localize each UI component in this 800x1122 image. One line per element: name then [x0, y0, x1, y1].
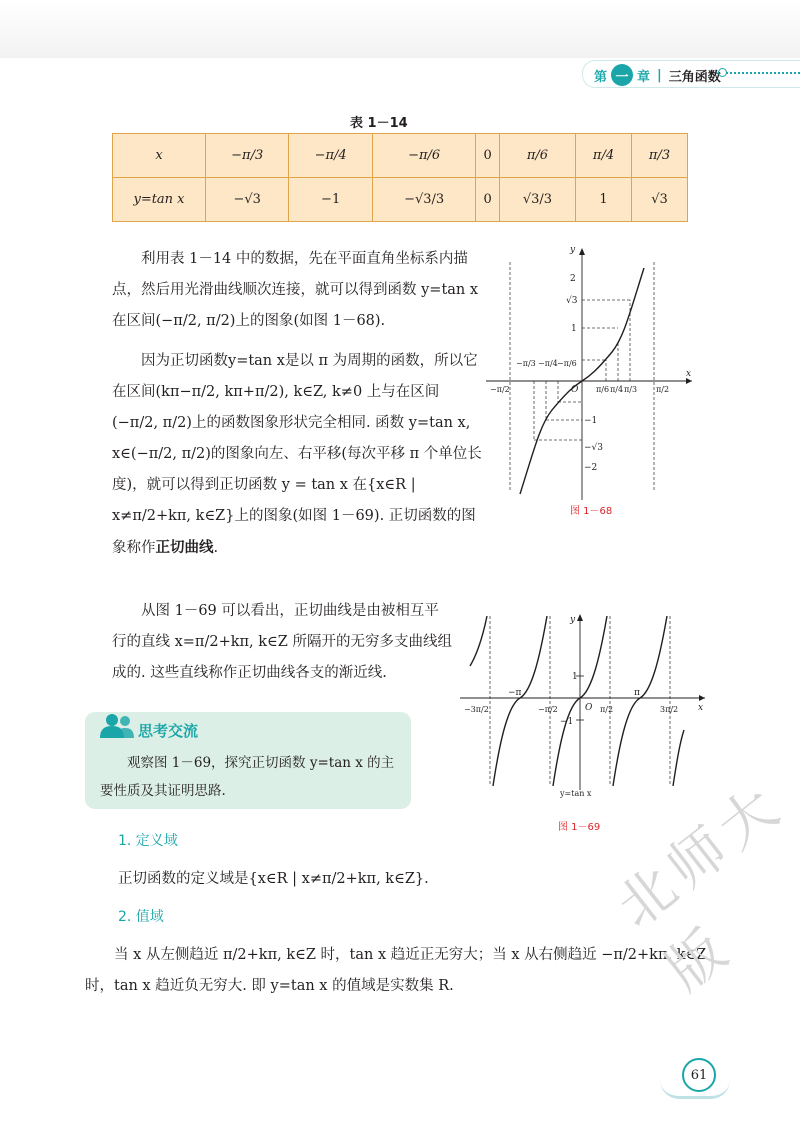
- chapter-heading: [594, 64, 721, 86]
- table-cell: −π/6: [372, 134, 476, 178]
- y-tick-label: 1: [571, 324, 577, 334]
- y-tick-label: −2: [584, 463, 598, 473]
- asymptote-label-left: −π/2: [490, 385, 510, 394]
- chapter-separator: |: [657, 67, 662, 83]
- tan-branch: [470, 616, 487, 666]
- x-tick-label: π/2: [600, 705, 614, 714]
- asymptote-label-right: π/2: [656, 385, 670, 394]
- neg-pi-label: −π: [508, 688, 522, 698]
- x-axis-label: x: [698, 703, 704, 713]
- section-2-body: 当 x 从左侧趋近 π/2+kπ, k∈Z 时，tan x 趋近正无穷大；当 x 从右侧趋近 −π/2+kπ, k∈Z 时，tan x 趋近负无穷大. 即 y=tan x 的值域是实数集 R.: [85, 947, 707, 994]
- table-caption: 表 1－14: [350, 116, 408, 131]
- think-title: 思考交流: [138, 722, 199, 740]
- neg-one-label: −1: [560, 717, 574, 727]
- y-axis-label: y: [570, 615, 576, 625]
- origin-label: O: [585, 703, 593, 713]
- origin-label: O: [571, 385, 579, 395]
- table-row: [113, 134, 688, 178]
- table-cell: √3: [632, 178, 688, 222]
- tan-branch: [493, 616, 547, 786]
- chapter-title: 三角函数: [668, 69, 721, 85]
- one-label: 1: [572, 672, 578, 682]
- row1-label: x: [113, 134, 206, 178]
- section-1-title: 1. 定义域: [118, 833, 178, 849]
- table-cell: −π/3: [206, 134, 289, 178]
- table-cell: −√3: [206, 178, 289, 222]
- table-cell: π/6: [499, 134, 575, 178]
- chapter-suffix: 章: [637, 69, 651, 85]
- pi-label: π: [634, 688, 640, 698]
- y-tick-label: −1: [584, 416, 598, 426]
- y-axis-label: y: [570, 245, 576, 255]
- x-tick-label: −π/4: [538, 359, 558, 368]
- y-tick-label: −√3: [584, 443, 604, 453]
- header-dotted-rule: [726, 72, 800, 74]
- x-tick-label: −3π/2: [464, 705, 489, 714]
- table-cell: √3/3: [499, 178, 575, 222]
- x-tick-label: π/4: [610, 385, 624, 394]
- table-row: [113, 178, 688, 222]
- chapter-number-badge: 一: [611, 64, 633, 86]
- section-1-body: 正切函数的定义域是{x∈R | x≠π/2+kπ, k∈Z}.: [118, 871, 429, 887]
- x-axis-label: x: [686, 369, 692, 379]
- watermark: 北师大版: [605, 771, 797, 1004]
- paragraph-1: 利用表 1－14 中的数据，先在平面直角坐标系内描点，然后用光滑曲线顺次连接，就可以得到函数 y=tan x 在区间(−π/2, π/2)上的图象(如图 1－68).: [112, 251, 479, 329]
- tan-branch: [673, 730, 684, 786]
- figure-1-68: [482, 240, 702, 536]
- table-cell: π/4: [576, 134, 632, 178]
- term-tangent-curve: 正切曲线: [155, 539, 214, 556]
- x-tick-label: π/6: [596, 385, 610, 394]
- paragraph-3: 从图 1－69 可以看出，正切曲线是由被相互平行的直线 x=π/2+kπ, k∈Z 所隔开的无穷多支曲线组成的. 这些直线称作正切曲线各支的渐近线.: [112, 603, 452, 681]
- function-label: y=tan x: [560, 789, 592, 798]
- table-cell: 0: [476, 178, 499, 222]
- x-tick-label: −π/2: [538, 705, 558, 714]
- people-icon: [100, 712, 136, 738]
- y-axis-arrow-icon: [577, 614, 583, 621]
- table-cell: 0: [476, 134, 499, 178]
- table-cell: −1: [289, 178, 372, 222]
- x-tick-label: π/3: [624, 385, 638, 394]
- x-tick-label: −π/6: [557, 359, 577, 368]
- y-tick-label: √3: [566, 296, 578, 306]
- tan-branch: [613, 616, 667, 786]
- think-body: 观察图 1－69，探究正切函数 y=tan x 的主要性质及其证明思路.: [100, 755, 395, 799]
- x-axis-arrow-icon: [699, 695, 705, 701]
- header-band: [0, 0, 800, 58]
- x-tick-label: 3π/2: [660, 705, 679, 714]
- table-cell: π/3: [632, 134, 688, 178]
- x-tick-label: −π/3: [516, 359, 536, 368]
- figure-1-69: [460, 610, 710, 800]
- paragraph-2: [112, 346, 482, 564]
- paragraph-2-end: .: [213, 540, 219, 556]
- figure-1-68-caption: 图 1－68: [570, 506, 613, 517]
- page-number: 61: [682, 1058, 716, 1092]
- table-cell: −√3/3: [372, 178, 476, 222]
- row2-label: y=tan x: [113, 178, 206, 222]
- chapter-prefix: 第: [594, 69, 608, 85]
- table-cell: −π/4: [289, 134, 372, 178]
- figure-1-69-caption: 图 1－69: [558, 822, 601, 833]
- paragraph-2-text: 因为正切函数y=tan x是以 π 为周期的函数，所以它在区间(kπ−π/2, kπ+π/2), k∈Z, k≠0 上与在区间(−π/2, π/2)上的函数图象形状完全相同. 函数 y=tan x, x∈(−π/2, π/2)的图象向左、右平移(每次平移 π 个单位长度)，就可以得到正切函数 y = tan x 在{x∈R | x≠π/2+kπ, k∈Z}上的图象(如图 1－69). 正切函数的图象称作: [112, 353, 482, 556]
- y-tick-label: 2: [570, 274, 576, 284]
- y-axis-arrow-icon: [579, 248, 585, 255]
- tan-value-table: [112, 133, 688, 222]
- section-2-title: 2. 值域: [118, 909, 164, 925]
- table-cell: 1: [576, 178, 632, 222]
